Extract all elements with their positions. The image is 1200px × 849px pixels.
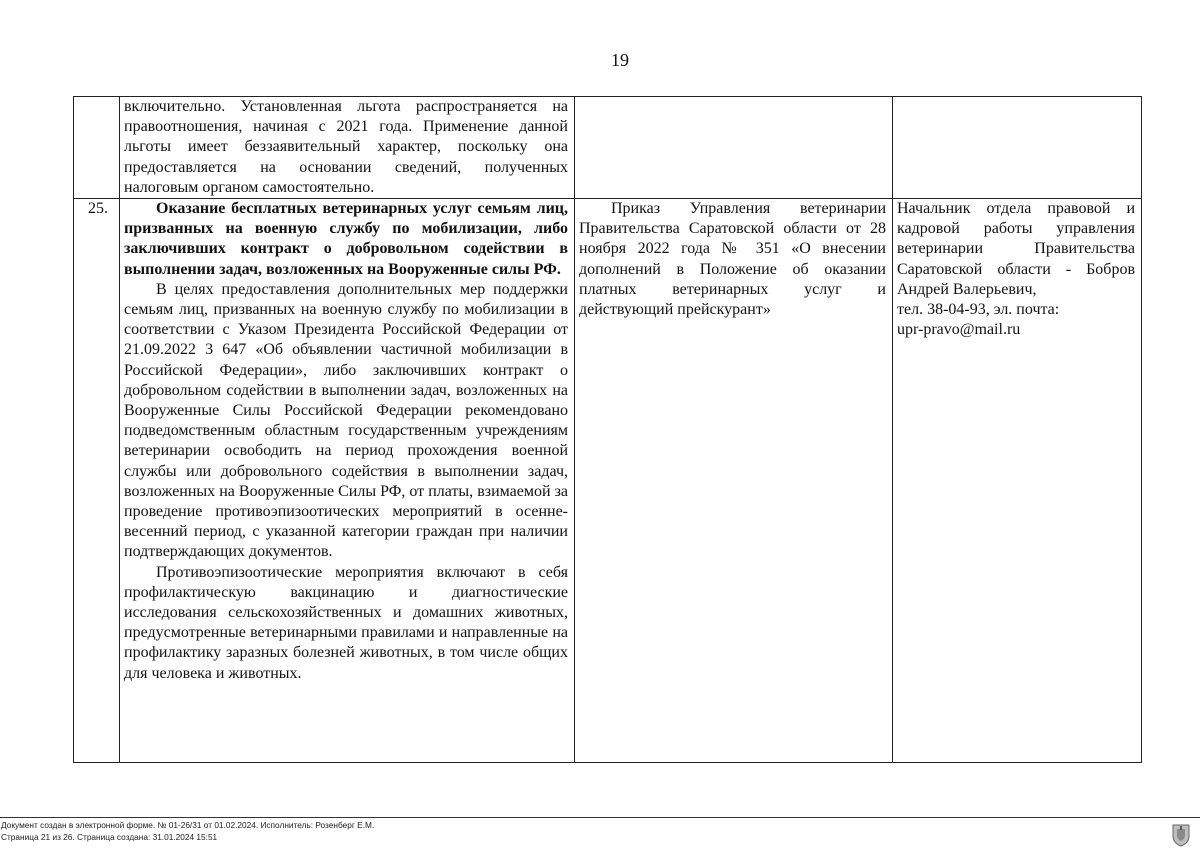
- measure-paragraph: В целях предоставления дополнительных мер поддержки семьям лиц, призванных на военную службу по мобилизации в соответствии с Указом Президента Российской Федерации от 21.09.2022 3 647 «Об объявлении частичной мобилизации в Российской Федерации», либо заключивших контракт о добровольном содействии в выполнении задач, возложенных на Вооруженные Силы Российской Федерации рекомендовано подведомственным областным государственным учреждениям ветеринарии освободить на период прохождения военной службы или добровольного содействия в выполнении задач, возложенных на Вооруженные Силы РФ, от платы, взимаемой за проведение противоэпизоотических мероприятий в осенне-весенний период, с указанной категории граждан при наличии подтверждающих документов.: [124, 280, 568, 561]
- contact-cell: [893, 199, 1142, 763]
- table-row: [74, 199, 1142, 763]
- coat-of-arms-icon: [1170, 823, 1192, 847]
- footer-document-info: Документ создан в электронной форме. № 01-26/31 от 01.02.2024. Исполнитель: Розенберг Е.М.: [1, 820, 375, 830]
- footer-page-info: Страница 21 из 26. Страница создана: 31.01.2024 15:51: [1, 832, 218, 842]
- row-number-cell: 25.: [74, 199, 120, 763]
- table-row: [74, 97, 1142, 199]
- footer-divider: [0, 817, 1200, 818]
- legal-act-text: Приказ Управления ветеринарии Правительства Саратовской области от 28 ноября 2022 года № 351 «О внесении дополнений в Положение об оказании платных ветеринарных услуг и действующий прейскурант»: [579, 200, 886, 319]
- page-number: 19: [611, 50, 629, 70]
- row-number-cell: [74, 97, 120, 199]
- measure-title: Оказание бесплатных ветеринарных услуг семьям лиц, призванных на военную службу по мобилизации, либо заключивших контракт о добровольном содействии в выполнении задач, возложенных на Вооруженные силы РФ.: [124, 200, 568, 278]
- measure-text: включительно. Установленная льгота распространяется на правоотношения, начиная с 2021 года. Применение данной льготы имеет беззаявительный характер, поскольку она предоставляется на основании сведений, полученных налоговым органом самостоятельно.: [124, 98, 568, 196]
- legal-act-cell: [575, 199, 893, 763]
- measure-paragraph: Противоэпизоотические мероприятия включают в себя профилактическую вакцинацию и диагностические исследования сельскохозяйственных и домашних животных, предусмотренные ветеринарными правилами и направленные на профилактику заразных болезней животных, в том числе общих для человека и животных.: [124, 563, 568, 682]
- document-table: [73, 96, 1142, 763]
- contact-text: Начальник отдела правовой и кадровой работы управления ветеринарии Правительства Саратовской области - Бобров Андрей Валерьевич,: [897, 200, 1135, 298]
- legal-act-cell: [575, 97, 893, 199]
- contact-email: upr-pravo@mail.ru: [897, 321, 1021, 339]
- contact-phone: тел. 38-04-93, эл. почта:: [897, 301, 1060, 319]
- measure-description-cell: [120, 199, 575, 763]
- document-footer: [1, 819, 374, 843]
- contact-cell: [893, 97, 1142, 199]
- measure-description-cell: [120, 97, 575, 199]
